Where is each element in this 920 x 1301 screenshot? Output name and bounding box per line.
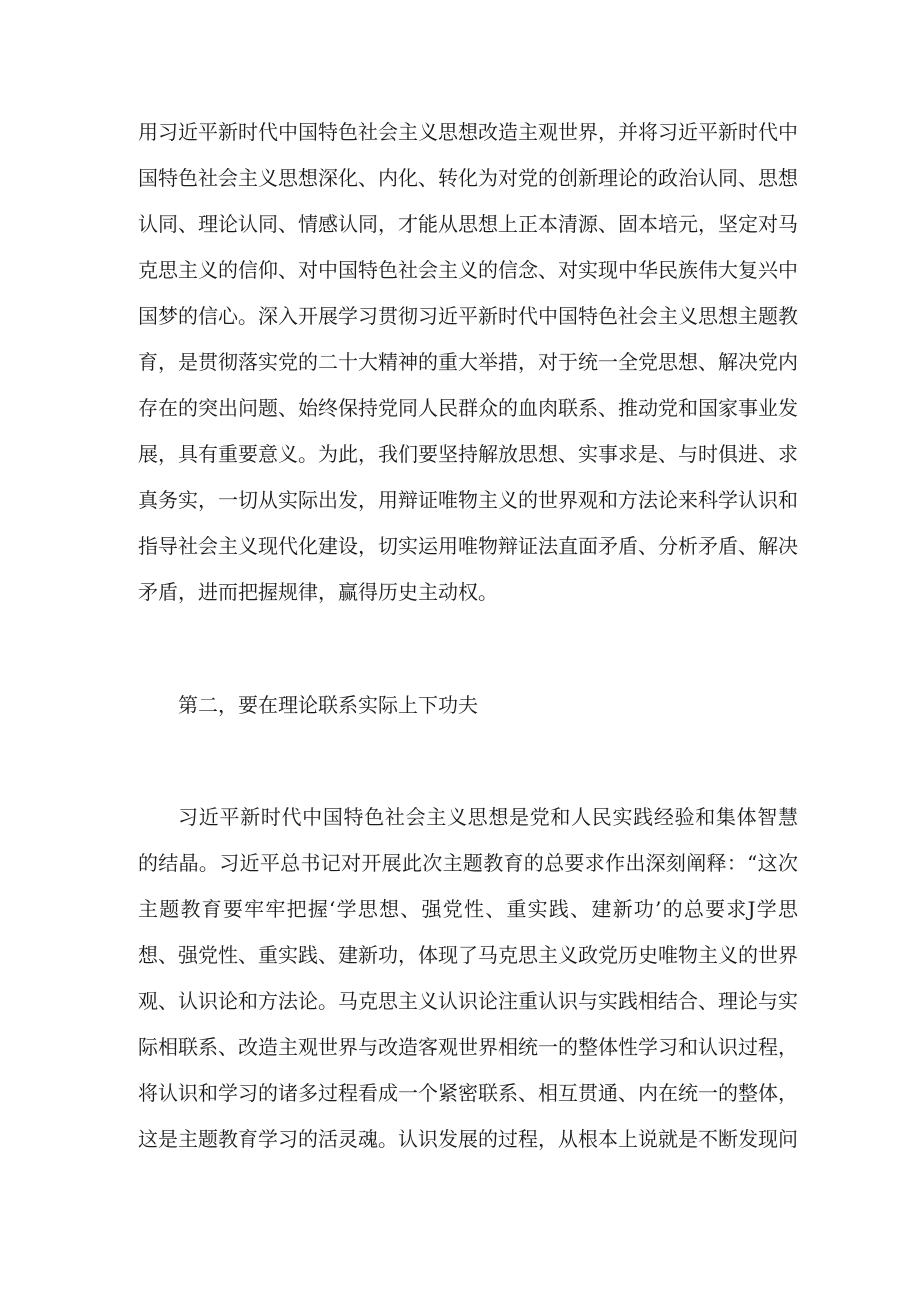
paragraph-2-line-7: 将认识和学习的诸多过程看成一个紧密联系、相互贯通、内在统一的整体， — [138, 1081, 798, 1105]
paragraph-1-line-11: 矛盾，进而把握规律，赢得历史主动权。 — [138, 580, 498, 604]
paragraph-1-line-10: 指导社会主义现代化建设，切实运用唯物辩证法直面矛盾、分析矛盾、解决 — [138, 534, 798, 558]
paragraph-2-line-3: 主题教育要牢牢把握‘学思想、强党性、重实践、建新功’的总要求J学思 — [138, 897, 798, 921]
paragraph-2-line-8: 这是主题教育学习的活灵魂。认识发展的过程，从根本上说就是不断发现问 — [138, 1127, 798, 1151]
paragraph-2-line-2: 的结晶。习近平总书记对开展此次主题教育的总要求作出深刻阐释：“这次 — [138, 851, 798, 875]
paragraph-2-line-5: 观、认识论和方法论。马克思主义认识论注重认识与实践相结合、理论与实 — [138, 989, 798, 1013]
paragraph-1-line-3: 认同、理论认同、情感认同，才能从思想上正本清源、固本培元，坚定对马 — [138, 212, 798, 236]
paragraph-1-line-7: 存在的突出问题、始终保持党同人民群众的血肉联系、推动党和国家事业发 — [138, 396, 798, 420]
paragraph-2-line-1: 习近平新时代中国特色社会主义思想是党和人民实践经验和集体智慧 — [178, 805, 798, 829]
paragraph-1-line-8: 展，具有重要意义。为此，我们要坚持解放思想、实事求是、与时俱进、求 — [138, 442, 798, 466]
paragraph-1-line-4: 克思主义的信仰、对中国特色社会主义的信念、对实现中华民族伟大复兴中 — [138, 258, 798, 282]
paragraph-1-line-6: 育，是贯彻落实党的二十大精神的重大举措，对于统一全党思想、解决党内 — [138, 350, 798, 374]
paragraph-1-line-1: 用习近平新时代中国特色社会主义思想改造主观世界，并将习近平新时代中 — [138, 120, 798, 144]
paragraph-1-line-2: 国特色社会主义思想深化、内化、转化为对党的创新理论的政治认同、思想 — [138, 166, 798, 190]
paragraph-1-line-5: 国梦的信心。深入开展学习贯彻习近平新时代中国特色社会主义思想主题教 — [138, 304, 798, 328]
paragraph-2-line-4: 想、强党性、重实践、建新功，体现了马克思主义政党历史唯物主义的世界 — [138, 943, 798, 967]
paragraph-1-line-9: 真务实，一切从实际出发，用辩证唯物主义的世界观和方法论来科学认识和 — [138, 488, 798, 512]
paragraph-2-line-6: 际相联系、改造主观世界与改造客观世界相统一的整体性学习和认识过程， — [138, 1035, 798, 1059]
section-heading: 第二，要在理论联系实际上下功夫 — [178, 693, 478, 717]
